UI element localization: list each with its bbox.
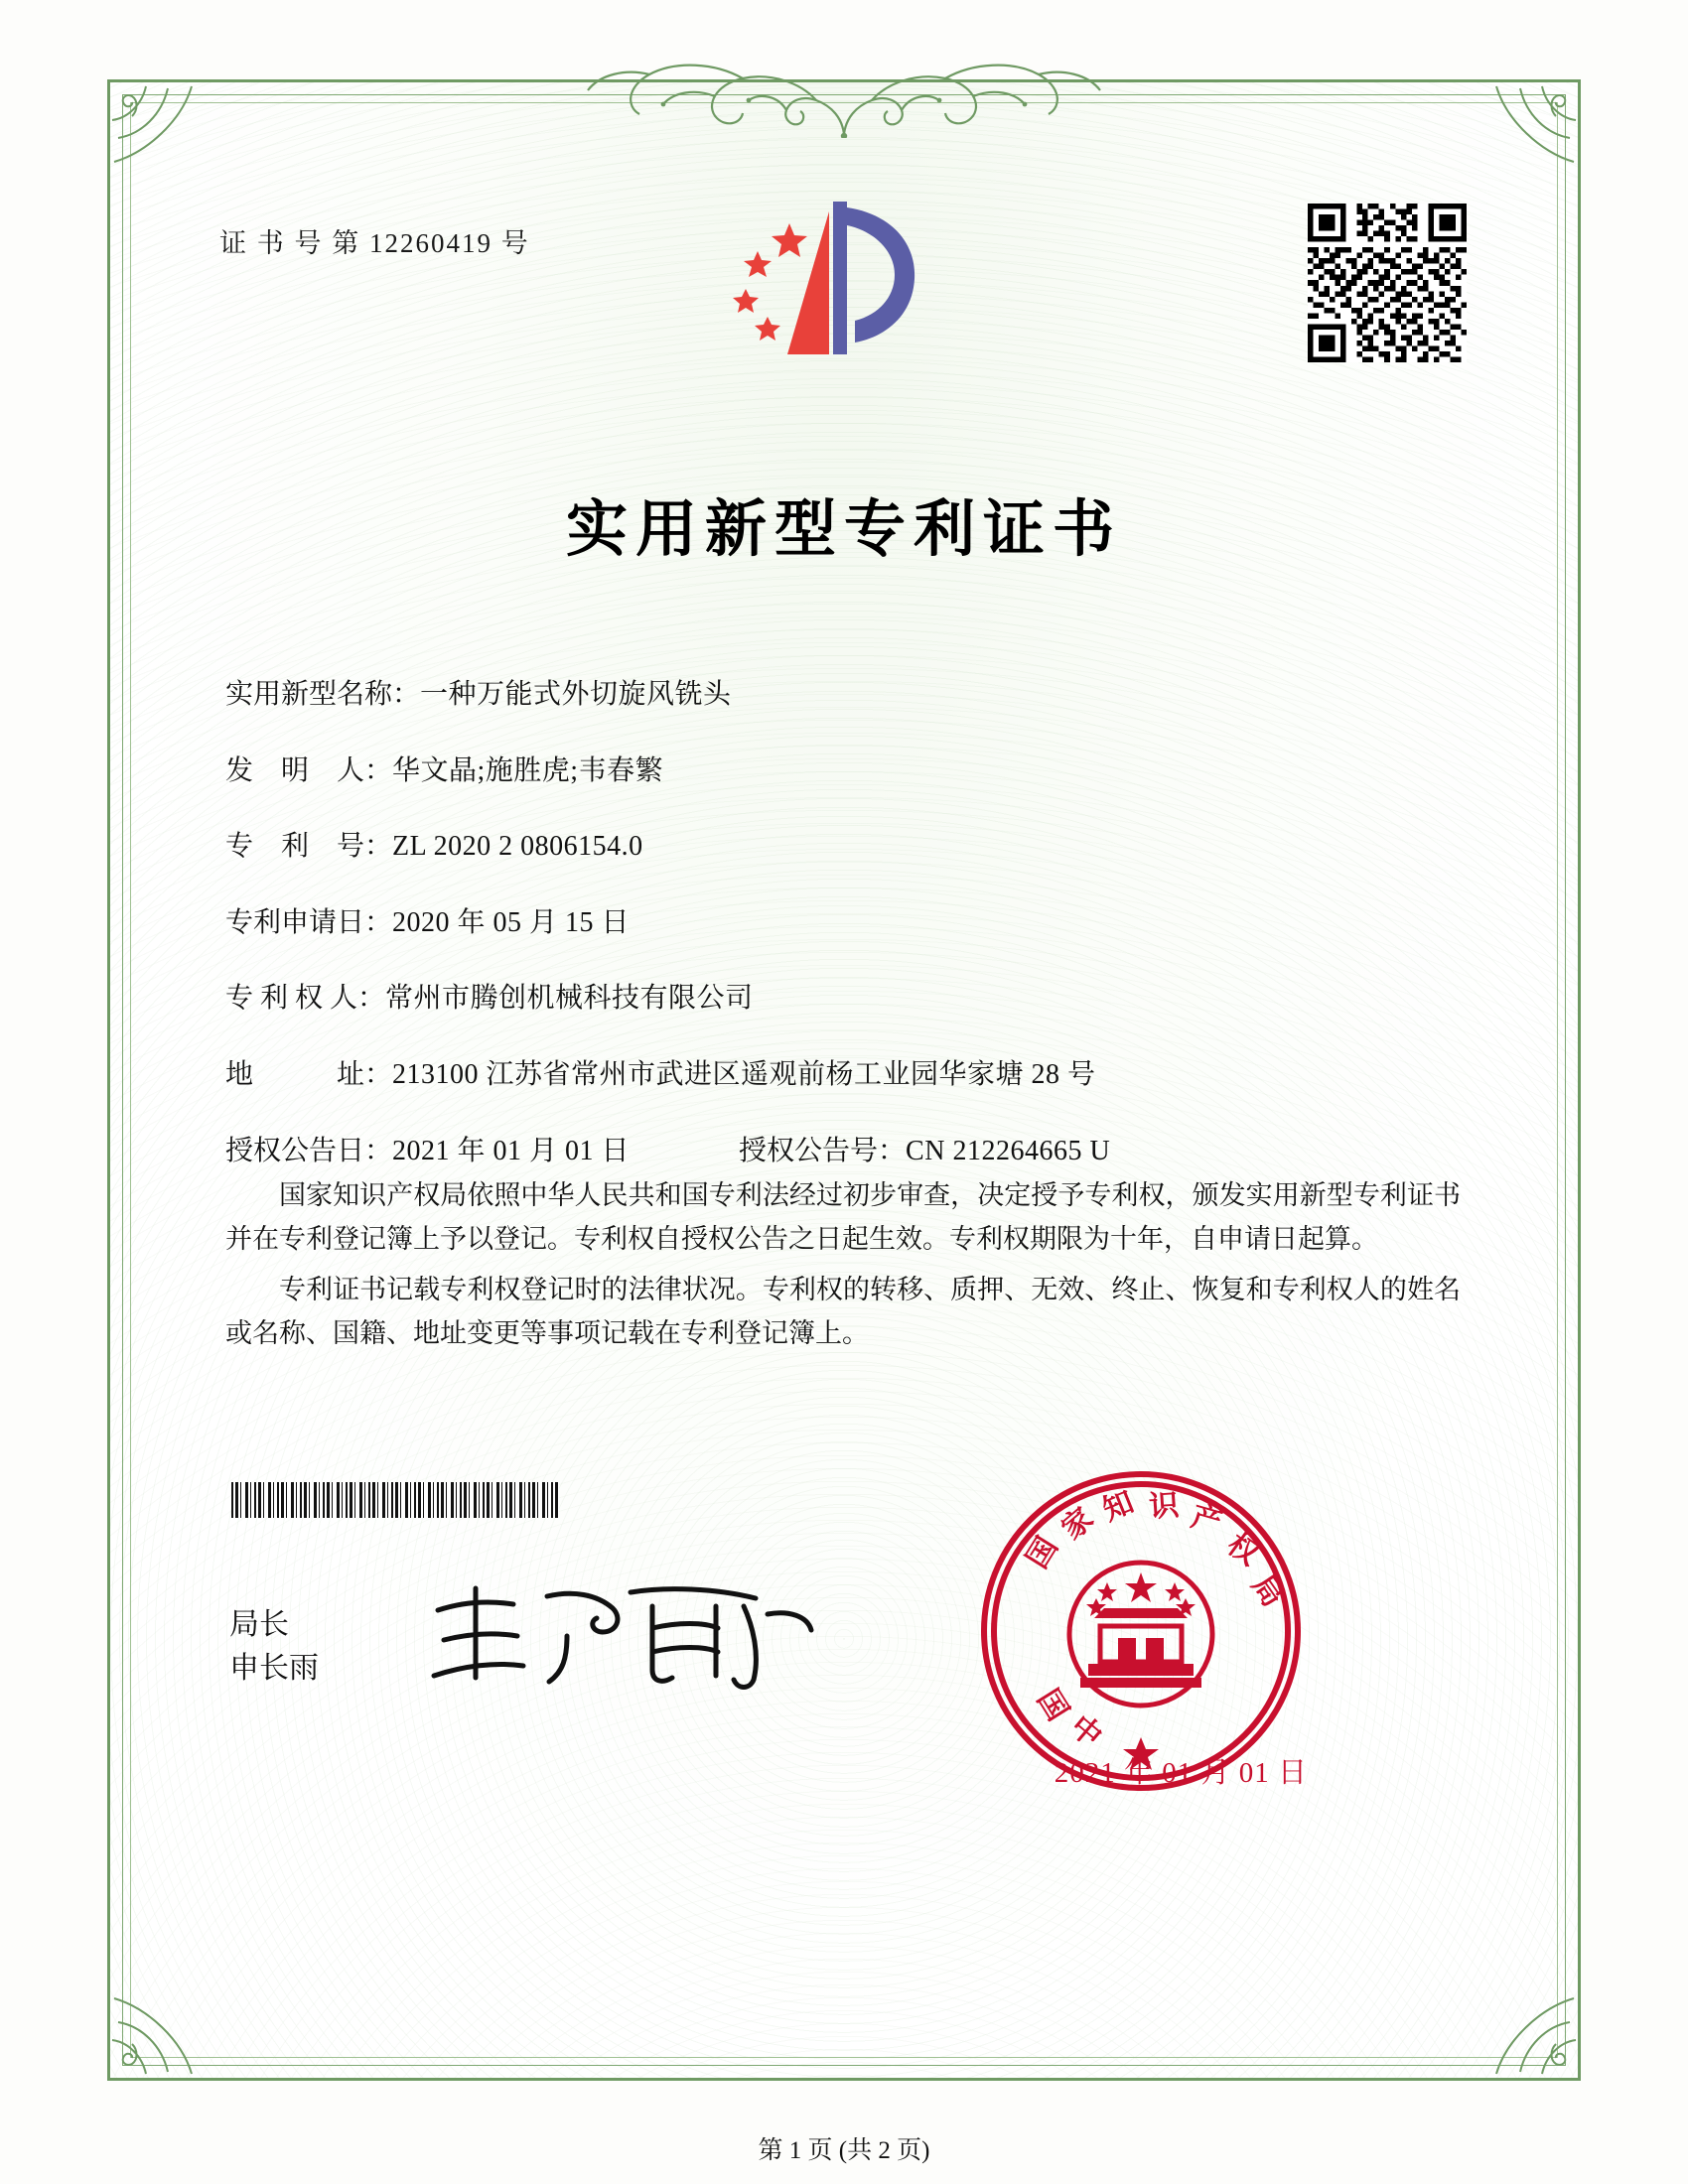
svg-text:国: 国 bbox=[1020, 1531, 1065, 1575]
svg-text:识: 识 bbox=[1148, 1487, 1181, 1525]
grant-number-value: CN 212264665 U bbox=[906, 1135, 1111, 1166]
svg-text:中: 中 bbox=[1062, 1708, 1109, 1755]
barcode-icon bbox=[231, 1482, 559, 1518]
svg-text:权: 权 bbox=[1220, 1527, 1266, 1573]
grant-number-label: 授权公告号： bbox=[739, 1135, 907, 1166]
official-red-seal-icon bbox=[977, 1467, 1305, 1795]
field-row bbox=[225, 1058, 1463, 1092]
seal-date: 2021 年 01 月 01 日 bbox=[1054, 1757, 1308, 1789]
svg-text:知: 知 bbox=[1097, 1484, 1139, 1529]
certificate-content bbox=[170, 122, 1518, 2048]
field-label: 地 址： bbox=[225, 1058, 393, 1090]
svg-text:家: 家 bbox=[1055, 1501, 1101, 1548]
grant-date-value: 2021 年 01 月 01 日 bbox=[392, 1135, 631, 1166]
signature-title: 局长 bbox=[229, 1608, 289, 1641]
signature-name: 申长雨 bbox=[229, 1651, 319, 1685]
field-label: 专利申请日： bbox=[225, 906, 393, 938]
page-title: 实用新型专利证书 bbox=[565, 492, 1122, 565]
signature-block bbox=[229, 1603, 319, 1690]
field-value: ZL 2020 2 0806154.0 bbox=[392, 831, 643, 863]
legal-paragraph: 国家知识产权局依照中华人民共和国专利法经过初步审查，决定授予专利权，颁发实用新型专利证书并在专利登记簿上予以登记。专利权自授权公告之日起生效。专利权期限为十年，自申请日起算。 bbox=[225, 1180, 1461, 1254]
legal-text bbox=[225, 1174, 1461, 1364]
certificate-border-outer bbox=[107, 79, 1581, 2081]
field-row bbox=[225, 906, 1463, 940]
grant-date-label: 授权公告日： bbox=[225, 1135, 393, 1166]
legal-paragraph: 专利证书记载专利权登记时的法律状况。专利权的转移、质押、无效、终止、恢复和专利权人的姓名或名称、国籍、地址变更等事项记载在专利登记簿上。 bbox=[225, 1275, 1461, 1349]
cnipa-logo-icon bbox=[730, 194, 958, 382]
svg-text:产: 产 bbox=[1187, 1499, 1226, 1541]
grant-row bbox=[225, 1135, 1463, 1168]
field-row bbox=[225, 754, 1463, 788]
field-label: 专 利 号： bbox=[225, 831, 393, 863]
field-label: 发 明 人： bbox=[225, 754, 393, 786]
svg-text:国: 国 bbox=[1030, 1683, 1075, 1727]
field-value: 华文晶;施胜虎;韦春繁 bbox=[392, 754, 664, 786]
certificate-number: 证 书 号 第 12260419 号 bbox=[219, 228, 530, 258]
qr-code-icon bbox=[1308, 204, 1467, 362]
field-value: 2020 年 05 月 15 日 bbox=[392, 906, 631, 938]
field-row bbox=[225, 830, 1463, 864]
page-footer: 第 1 页 (共 2 页) bbox=[758, 2137, 930, 2164]
certificate-fields bbox=[225, 678, 1463, 1210]
handwritten-signature-icon bbox=[418, 1567, 835, 1696]
field-row bbox=[225, 982, 1463, 1016]
field-value: 一种万能式外切旋风铣头 bbox=[420, 679, 732, 710]
field-label: 专 利 权 人： bbox=[225, 983, 386, 1015]
field-value: 213100 江苏省常州市武进区遥观前杨工业园华家塘 28 号 bbox=[392, 1058, 1096, 1090]
svg-text:局: 局 bbox=[1244, 1569, 1291, 1614]
field-row bbox=[225, 678, 1463, 712]
field-label: 实用新型名称： bbox=[225, 679, 421, 710]
field-value: 常州市腾创机械科技有限公司 bbox=[385, 983, 754, 1015]
